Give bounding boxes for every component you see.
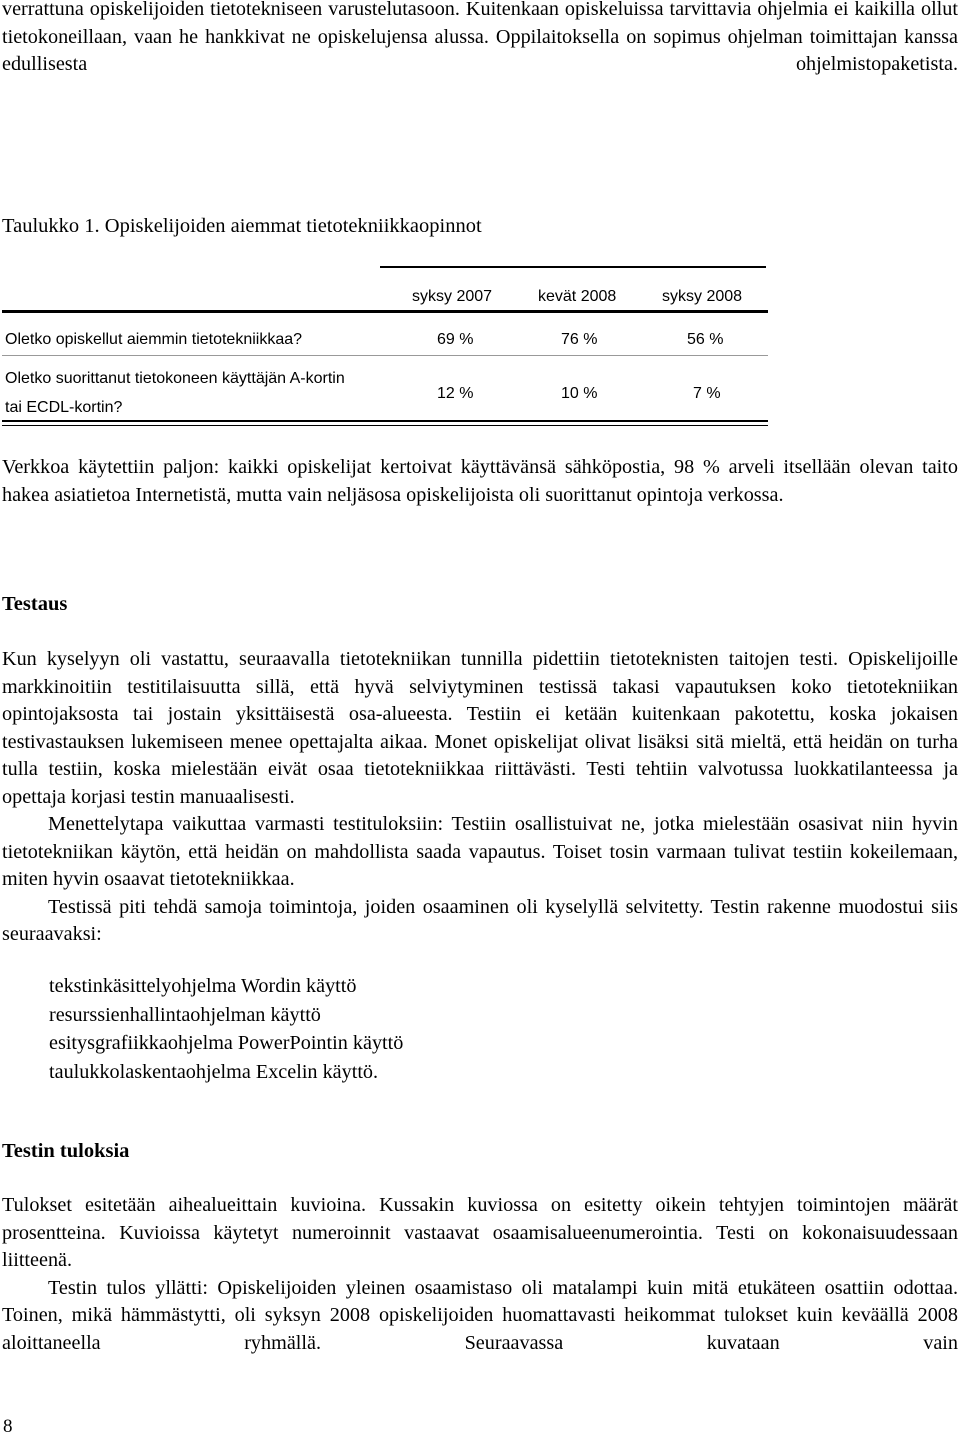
list-item: esitysgrafiikkaohjelma PowerPointin käyttö (49, 1032, 404, 1054)
list-item: taulukkolaskentaohjelma Excelin käyttö. (49, 1060, 379, 1083)
table-bottom-rule-inner (2, 425, 768, 426)
test-structure-list (49, 972, 403, 1086)
table-cell: 69 % (437, 331, 474, 348)
tulokset-paragraph-2: Testin tulos yllätti: Opiskelijoiden yleinen osaamistaso oli matalampi kuin mitä etukäteen osattiin odottaa. Toinen, mikä hämmästytti, oli syksyn 2008 opiskelijoiden huomattavasti heikommat tulokset kuin keväällä 2008 aloittaneella ryhmällä. Seuraavassa kuvataan vain (2, 1276, 958, 1354)
table-cell: 7 % (693, 385, 721, 402)
testaus-paragraph-1: Kun kyselyyn oli vastattu, seuraavalla tietotekniikan tunnilla pidettiin tietoteknisten taitojen testi. Opiskelijoille markkinoitiin testitilaisuutta sillä, että hyvä selviytyminen testissä takasi vapautuksen koko tietotekniikan opintojaksosta tai jostain yksittäisestä osa-alueesta. Testiin ei ketään kuitenkaan pakotettu, koska jokaisen testivastauksen lukemiseen menee opettajalta aikaa. Monet opiskelijat olivat lisäksi sitä mieltä, että heidän on turha tulla testiin, koska mielestään eivät osaa tietotekniikkaa riittävästi. Testi tehtiin valvotussa luokkatilanteessa ja opettaja korjasi testin manuaalisesti. (2, 648, 958, 808)
intro-text: verrattuna opiskelijoiden tietotekniseen varustelutasoon. Kuitenkaan opiskeluissa tarvittavia ohjelmia ei kaikilla ollut tietokoneillaan, vaan he hankkivat ne opiskelujensa alussa. Oppilaitoksella on sopimus ohjelman toimittajan kanssa edullisesta ohjelmistopaketista. (2, 0, 958, 75)
table-cell: 10 % (561, 385, 598, 402)
table-top-rule (380, 266, 766, 268)
testaus-paragraph-3: Testissä piti tehdä samoja toimintoja, joiden osaaminen oli kyselyllä selvitetty. Testin rakenne muodostui siis seuraavaksi: (2, 895, 958, 945)
table-caption: Taulukko 1. Opiskelijoiden aiemmat tietotekniikkaopinnot (2, 215, 482, 237)
network-text: Verkkoa käytettiin paljon: kaikki opiskelijat kertoivat käyttävänsä sähköpostia, 98 % arveli itsellään olevan taito hakea asiatietoa Internetistä, mutta vain neljäsosa opiskelijoista oli suorittanut opintoja verkossa. (2, 456, 958, 506)
table-cell: 76 % (561, 331, 598, 348)
list-item: tekstinkäsittelyohjelma Wordin käyttö (49, 975, 357, 997)
header-rule (2, 310, 768, 313)
column-header: syksy 2008 (662, 288, 743, 305)
table-cell: 12 % (437, 385, 474, 402)
table-bottom-rule (2, 420, 768, 422)
section-heading-tulokset: Testin tuloksia (2, 1140, 130, 1162)
table-cell: 56 % (687, 331, 724, 348)
list-item: resurssienhallintaohjelman käyttö (49, 1003, 321, 1026)
results-table (0, 0, 960, 440)
testaus-paragraph-2: Menettelytapa vaikuttaa varmasti testituloksiin: Testiin osallistuivat ne, jotka mielestään osasivat niin hyvin tietotekniikan käytön, että heidän on mahdollista saada vapautus. Toiset tosin varmaan tulivat testiin kokeilemaan, miten hyvin osaavat tietotekniikkaa. (2, 813, 958, 890)
tulokset-body (2, 1192, 958, 1357)
page-number: 8 (3, 1416, 13, 1437)
tulokset-paragraph-1: Tulokset esitetään aihealueittain kuvioina. Kussakin kuviossa on esitetty oikein tehtyjen toimintojen määrät prosentteina. Kuvioissa käytetyt numeroinnit vastaavat osaamisalueenumerointia. Testi on kokonaisuudessaan liitteenä. (2, 1194, 958, 1271)
row-label: Oletko suorittanut tietokoneen käyttäjän A-kortin (5, 370, 345, 387)
section-heading-testaus: Testaus (2, 593, 68, 615)
row-label-continued: tai ECDL-kortin? (5, 399, 123, 416)
row-label: Oletko opiskellut aiemmin tietotekniikkaa? (5, 331, 303, 348)
testaus-body (2, 646, 958, 949)
row-divider (2, 355, 768, 356)
network-paragraph (2, 454, 958, 509)
column-header: syksy 2007 (412, 288, 493, 305)
column-header: kevät 2008 (538, 288, 617, 305)
